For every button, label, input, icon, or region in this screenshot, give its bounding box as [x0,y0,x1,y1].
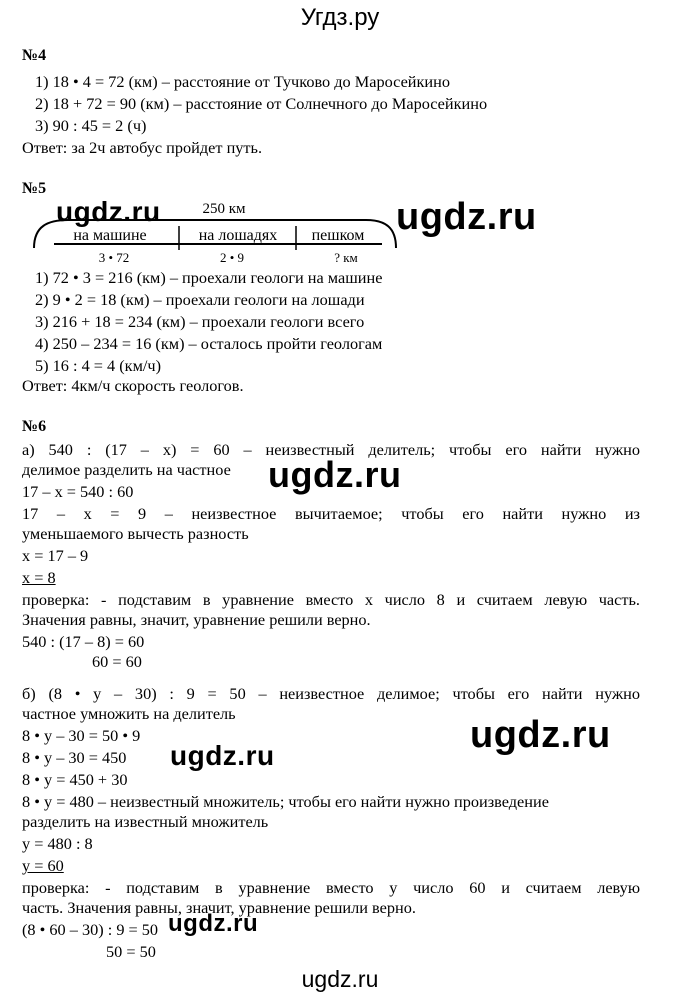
watermark: ugdz.ru [170,740,275,771]
task6-line: уменьшаемого вычесть разность [22,524,249,543]
site-title[interactable]: Угдз.ру [300,4,380,31]
task6-line: 540 : (17 – 8) = 60 [22,632,145,651]
task6-line: частное умножить на делитель [22,704,236,723]
watermark: ugdz.ru [470,714,611,756]
task6-line: разделить на известный множитель [22,812,269,831]
task5-line: 2) 9 • 2 = 18 (км) – проехали геологи на лошади [35,290,365,309]
segment-value-horses: 2 • 9 [219,250,245,265]
task6-line: 8 • у – 30 = 50 • 9 [22,726,141,745]
segment-value-walk: ? км [334,250,358,265]
task4-line: 3) 90 : 45 = 2 (ч) [35,116,147,135]
segment-value-car: 3 • 72 [98,250,130,265]
task5-line: 5) 16 : 4 = 4 (км/ч) [35,356,162,375]
task6-line: а) 540 : (17 – х) = 60 – неизвестный делитель; чтобы его найти нужно [22,440,640,459]
segment-label-horses: на лошадях [198,227,278,244]
task5-heading: №5 [22,180,47,197]
task4-line: 2) 18 + 72 = 90 (км) – расстояние от Солнечного до Маросейкино [35,94,488,113]
task6-line: 17 – х = 9 – неизвестное вычитаемое; чтобы его найти нужно из [22,504,640,523]
task6-line: 8 • у = 450 + 30 [22,770,128,789]
segment-label-walk: пешком [311,227,365,244]
task6-line: проверка: - подставим в уравнение вместо х число 8 и считаем левую часть. [22,590,640,609]
task5-line: 4) 250 – 234 = 16 (км) – осталось пройти геологам [35,334,383,353]
task6-line: проверка: - подставим в уравнение вместо у число 60 и считаем левую [22,878,640,897]
task6-heading: №6 [22,418,47,435]
task4-answer: Ответ: за 2ч автобус пройдет путь. [22,138,263,157]
task6-result-y: у = 60 [22,856,64,875]
task6-line: х = 17 – 9 [22,546,89,565]
task6-line: (8 • 60 – 30) : 9 = 50 [22,920,159,939]
task6-line: 60 = 60 [92,652,142,671]
task6-result-x: х = 8 [22,568,56,587]
task6-line: б) (8 • у – 30) : 9 = 50 – неизвестное делимое; чтобы его найти нужно [22,684,640,703]
task6-line: Значения равны, значит, уравнение решили верно. [22,610,371,629]
task5-line: 1) 72 • 3 = 216 (км) – проехали геологи на машине [35,268,383,287]
task6-line: у = 480 : 8 [22,834,93,853]
site-footer[interactable]: ugdz.ru [301,966,379,992]
task6-line: 8 • у – 30 = 450 [22,748,127,767]
task5-answer: Ответ: 4км/ч скорость геологов. [22,376,244,395]
watermark: ugdz.ru [268,454,402,495]
task6-line: 50 = 50 [106,942,156,961]
watermark: ugdz.ru [168,910,259,937]
task4-line: 1) 18 • 4 = 72 (км) – расстояние от Тучково до Маросейкино [35,72,450,91]
task4-heading: №4 [22,47,47,64]
task6-line: 8 • у = 480 – неизвестный множитель; чтобы его найти нужно произведение [22,792,549,811]
diagram-total-label: 250 км [202,201,246,217]
task6-line: делимое разделить на частное [22,460,231,479]
task6-line: 17 – х = 540 : 60 [22,482,134,501]
segment-label-car: на машине [73,227,147,244]
task6-line: часть. Значения равны, значит, уравнение решили верно. [22,898,416,917]
watermark: ugdz.ru [56,196,161,227]
watermark: ugdz.ru [396,196,537,238]
task5-line: 3) 216 + 18 = 234 (км) – проехали геологи всего [35,312,365,331]
